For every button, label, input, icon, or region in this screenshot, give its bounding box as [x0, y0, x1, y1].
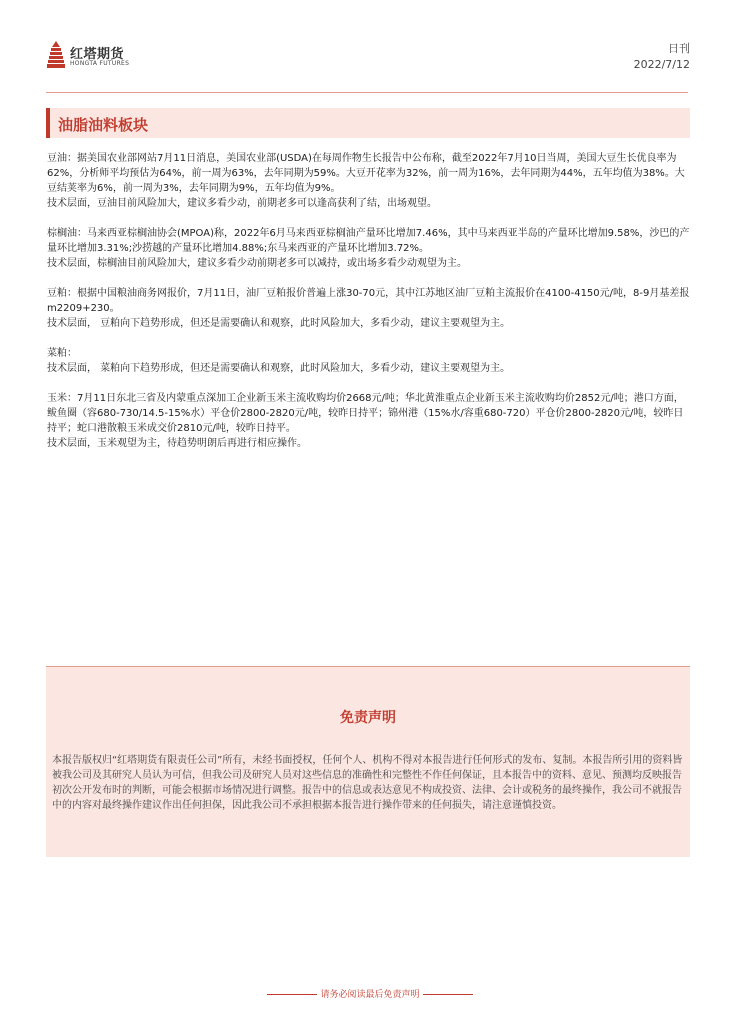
- paragraph-text: 豆粕：根据中国粮油商务网报价，7月11日，油厂豆粕报价普遍上涨30-70元，其中江苏地区油厂豆粕主流报价在4100-4150元/吨，8-9月基差报m2209+230。: [47, 288, 690, 314]
- page-footer: [250, 987, 490, 1000]
- soybean-oil-paragraph: [47, 151, 692, 211]
- paragraph-technical: 技术层面，棕榈油目前风险加大，建议多看少动前期老多可以减持，或出场多看少动观望为主。: [47, 258, 467, 269]
- paragraph-technical: 技术层面， 豆粕向下趋势形成，但还是需要确认和观察，此时风险加大，多看少动，建议主要观望为主。: [47, 318, 511, 329]
- paragraph-text: 棕榈油：马来西亚棕榈油协会(MPOA)称，2022年6月马来西亚棕榈油产量环比增加7.46%，其中马来西亚半岛的产量环比增加9.58%，沙巴的产量环比增加3.31%;沙捞越的产量环比增加4.88%;东马来西亚的产量环比增加3.72%。: [47, 228, 690, 254]
- section-title: 油脂油料板块: [58, 116, 149, 134]
- footer-note: 请务必阅读最后免责声明: [320, 990, 420, 1000]
- paragraph-technical: 技术层面，玉米观望为主，待趋势明朗后再进行相应操作。: [47, 438, 307, 449]
- paragraph-technical: 技术层面， 菜粕向下趋势形成，但还是需要确认和观察，此时风险加大，多看少动，建议主要观望为主。: [47, 363, 511, 374]
- hongta-tower-icon: [46, 40, 66, 70]
- paragraph-text: 豆油：据美国农业部网站7月11日消息，美国农业部(USDA)在每周作物生长报告中公布称，截至2022年7月10日当周，美国大豆生长优良率为62%，分析师平均预估为64%，前一周为63%，去年同期为59%。大豆开花率为32%，前一周为16%，去年同期为44%，五年均值为38%。大豆结荚率为6%，前一周为3%，去年同期为9%，五年均值为9%。: [47, 153, 685, 194]
- paragraph-text: 玉米：7月11日东北三省及内蒙重点深加工企业新玉米主流收购均价2668元/吨；华北黄淮重点企业新玉米主流收购均价2852元/吨；港口方面，鲅鱼圈（容680-730/14.5-15%水）平仓价2800-2820元/吨，较昨日持平；锦州港（15%水/容重680-720）平仓价2800-2820元/吨，较昨日持平；蛇口港散粮玉米成交价2810元/吨，较昨日持平。: [47, 393, 684, 434]
- disclaimer-text: 本报告版权归“红塔期货有限责任公司”所有，未经书面授权，任何个人、机构不得对本报告进行任何形式的发布、复制。本报告所引用的资料皆被我公司及其研究人员认为可信，但我公司及研究人员对这些信息的准确性和完整性不作任何保证，且本报告中的资料、意见、预测均反映报告初次公开发布时的判断，可能会根据市场情况进行调整。报告中的信息或表达意见不构成投资、法律、会计或税务的最终操作，我公司不就报告中的内容对最终操作建议作出任何担保，因此我公司不承担根据本报告进行操作带来的任何损失，请注意谨慎投资。: [52, 755, 683, 811]
- logo-chinese-name: 红塔期货: [70, 47, 125, 62]
- soybean-meal-paragraph: [47, 286, 692, 331]
- footer-rule-right: [423, 994, 473, 995]
- report-date: 2022/7/12: [633, 58, 690, 71]
- header-divider: [46, 92, 688, 93]
- disclaimer-title: 免责声明: [340, 710, 396, 726]
- paragraph-technical: 技术层面，豆油目前风险加大，建议多看少动，前期老多可以逢高获利了结，出场观望。: [47, 198, 437, 209]
- section-header: [46, 108, 690, 138]
- report-body: [47, 151, 692, 466]
- disclaimer-section: [46, 666, 690, 857]
- corn-paragraph: [47, 391, 692, 451]
- report-meta: [634, 41, 690, 73]
- report-type: 日刊: [668, 42, 690, 55]
- company-logo: [46, 40, 176, 74]
- footer-rule-left: [267, 994, 317, 995]
- logo-english-name: HONGTA FUTURES: [70, 60, 130, 67]
- palm-oil-paragraph: [47, 226, 692, 271]
- rapeseed-meal-paragraph: [47, 346, 692, 376]
- paragraph-text: 菜粕：: [47, 348, 77, 359]
